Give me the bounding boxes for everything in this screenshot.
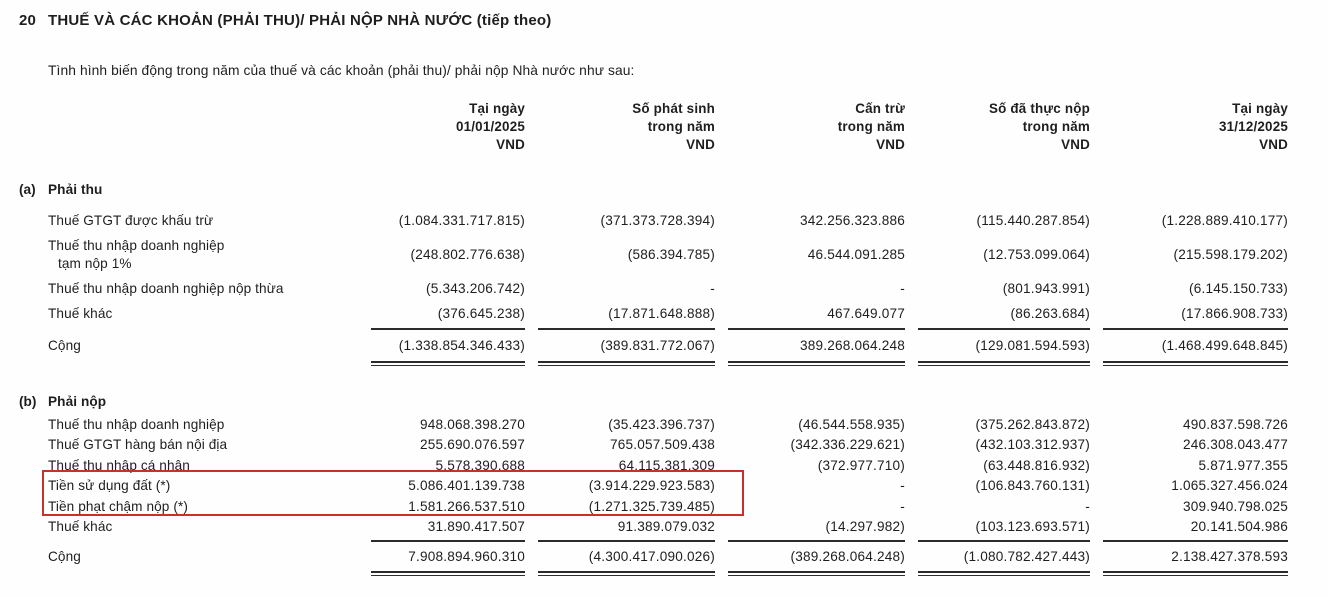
cell-incurred: 765.057.509.438 <box>609 437 715 453</box>
cell-closing: 246.308.043.477 <box>1182 437 1288 453</box>
cell-closing: 1.065.327.456.024 <box>1171 478 1288 494</box>
cell-incurred: (35.423.396.737) <box>608 416 715 432</box>
row-label: Tiền sử dụng đất (*) <box>48 478 171 494</box>
row-label: Thuế GTGT được khấu trừ <box>48 213 214 228</box>
cell-opening: (376.645.238) <box>437 306 525 321</box>
table-row <box>0 414 1328 435</box>
intro-text: Tình hình biến động trong năm của thuế và các khoản (phải thu)/ phải nộp Nhà nước như sau: <box>48 63 635 78</box>
cell-paid: - <box>1085 498 1090 514</box>
total-incurred: (389.831.772.067) <box>600 338 715 353</box>
table-row <box>0 233 1328 276</box>
row-label: Thuế khác <box>48 519 113 535</box>
section-a-marker: (a) <box>19 181 36 197</box>
total-opening: 7.908.894.960.310 <box>408 549 525 564</box>
cell-opening: (1.084.331.717.815) <box>398 213 525 228</box>
cell-closing: (1.228.889.410.177) <box>1161 213 1288 228</box>
section-b-total-row <box>0 542 1328 571</box>
cell-opening: 5.086.401.139.738 <box>408 478 525 494</box>
row-label: Tiền phạt chậm nộp (*) <box>48 498 188 514</box>
row-label: Thuế thu nhập doanh nghiệp nộp thừa <box>48 281 284 296</box>
cell-closing: 20.141.504.986 <box>1190 519 1288 535</box>
total-incurred: (4.300.417.090.026) <box>588 549 715 564</box>
cell-incurred: (586.394.785) <box>627 247 715 262</box>
table-row <box>0 276 1328 301</box>
page-title: THUẾ VÀ CÁC KHOẢN (PHẢI THU)/ PHẢI NỘP NHÀ NƯỚC (tiếp theo) <box>48 12 552 29</box>
table-header-row <box>0 100 1328 158</box>
cell-paid: (115.440.287.854) <box>976 213 1090 228</box>
cell-paid: (103.123.693.571) <box>975 519 1090 535</box>
column-header-offset: Cấn trừ trong năm VND <box>837 101 905 152</box>
cell-opening: 5.578.390.688 <box>435 457 525 473</box>
column-header-closing: Tại ngày 31/12/2025 VND <box>1218 101 1288 152</box>
total-offset: 389.268.064.248 <box>799 338 905 353</box>
cell-offset: - <box>900 478 905 494</box>
cell-closing: (6.145.150.733) <box>1189 281 1288 296</box>
cell-incurred: (17.871.648.888) <box>608 306 715 321</box>
row-label: Thuế khác <box>48 306 113 321</box>
section-number: 20 <box>19 12 37 29</box>
cell-closing: (17.866.908.733) <box>1181 306 1288 321</box>
cell-offset: (342.336.229.621) <box>790 437 905 453</box>
cell-offset: (14.297.982) <box>825 519 905 535</box>
cell-offset: 342.256.323.886 <box>799 213 905 228</box>
section-b-title: Phải nộp <box>48 393 107 409</box>
cell-paid: (106.843.760.131) <box>975 478 1090 494</box>
section-a-heading <box>0 178 1328 200</box>
total-closing: 2.138.427.378.593 <box>1171 549 1288 564</box>
cell-opening: 31.890.417.507 <box>427 519 525 535</box>
cell-offset: 467.649.077 <box>827 306 905 321</box>
cell-incurred: (371.373.728.394) <box>600 213 715 228</box>
section-title-row <box>0 12 551 29</box>
total-label: Cộng <box>48 549 81 564</box>
section-a-total-row <box>0 330 1328 361</box>
cell-closing: (215.598.179.202) <box>1173 247 1288 262</box>
row-label: Thuế thu nhập doanh nghiệp tạm nộp 1% <box>48 237 225 271</box>
highlight-annotation-box <box>42 470 744 516</box>
column-header-incurred: Số phát sinh trong năm VND <box>632 101 715 152</box>
cell-offset: (46.544.558.935) <box>798 416 905 432</box>
cell-incurred: 91.389.079.032 <box>617 519 715 535</box>
row-label: Thuế thu nhập doanh nghiệp <box>48 416 225 432</box>
cell-opening: 1.581.266.537.510 <box>408 498 525 514</box>
table-row <box>0 517 1328 538</box>
cell-incurred: (3.914.229.923.583) <box>588 478 715 494</box>
table-row <box>0 208 1328 233</box>
cell-paid: (63.448.816.932) <box>983 457 1090 473</box>
section-b-marker: (b) <box>19 393 37 409</box>
cell-incurred: (1.271.325.739.485) <box>588 498 715 514</box>
section-b-heading <box>0 390 1328 412</box>
cell-opening: 948.068.398.270 <box>419 416 525 432</box>
total-opening: (1.338.854.346.433) <box>398 338 525 353</box>
cell-offset: 46.544.091.285 <box>807 247 905 262</box>
cell-opening: (248.802.776.638) <box>410 247 525 262</box>
cell-closing: 309.940.798.025 <box>1182 498 1288 514</box>
section-a-title: Phải thu <box>48 181 103 197</box>
cell-offset: (372.977.710) <box>817 457 905 473</box>
cell-opening: 255.690.076.597 <box>419 437 525 453</box>
cell-paid: (432.103.312.937) <box>975 437 1090 453</box>
table-double-rule <box>0 361 1328 367</box>
total-closing: (1.468.499.648.845) <box>1161 338 1288 353</box>
cell-closing: 490.837.598.726 <box>1182 416 1288 432</box>
cell-offset: - <box>900 498 905 514</box>
row-label: Thuế thu nhập cá nhân <box>48 457 190 473</box>
cell-paid: (12.753.099.064) <box>983 247 1090 262</box>
row-label: Thuế GTGT hàng bán nội địa <box>48 437 228 453</box>
cell-paid: (375.262.843.872) <box>975 416 1090 432</box>
table-row <box>0 435 1328 456</box>
total-label: Cộng <box>48 338 81 353</box>
cell-offset: - <box>900 281 905 296</box>
total-paid: (1.080.782.427.443) <box>963 549 1090 564</box>
cell-incurred: - <box>710 281 715 296</box>
column-header-opening: Tại ngày 01/01/2025 VND <box>455 101 525 152</box>
column-header-paid: Số đã thực nộp trong năm VND <box>988 101 1090 152</box>
total-offset: (389.268.064.248) <box>790 549 905 564</box>
cell-incurred: 64.115.381.309 <box>618 457 715 473</box>
cell-closing: 5.871.977.355 <box>1198 457 1288 473</box>
cell-opening: (5.343.206.742) <box>426 281 525 296</box>
total-paid: (129.081.594.593) <box>975 338 1090 353</box>
section-a-rows <box>0 208 1328 326</box>
cell-paid: (86.263.684) <box>1010 306 1090 321</box>
table-double-rule <box>0 571 1328 577</box>
cell-paid: (801.943.991) <box>1002 281 1090 296</box>
table-row <box>0 301 1328 326</box>
